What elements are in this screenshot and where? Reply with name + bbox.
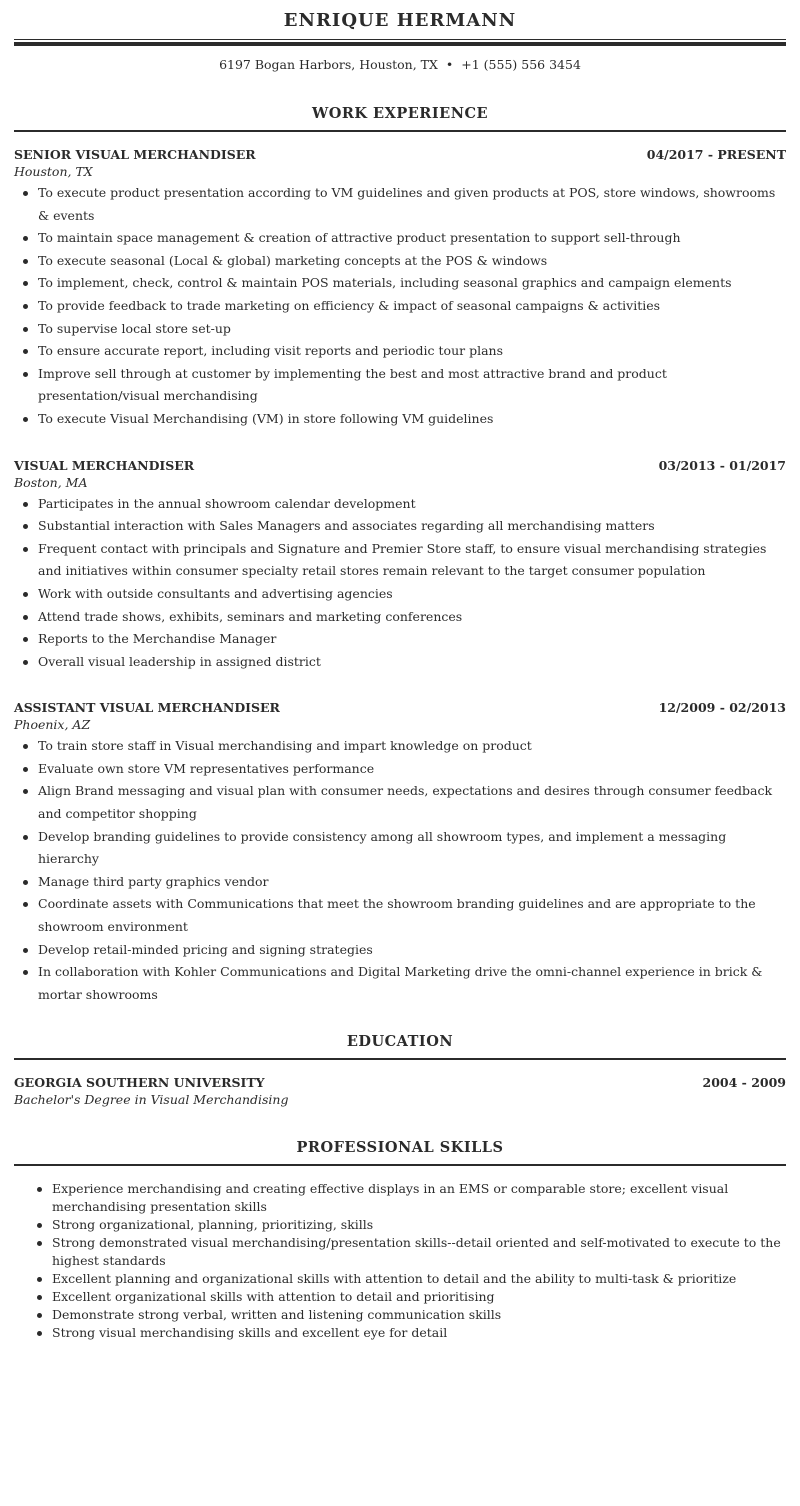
list-item: Coordinate assets with Communications that meet the showroom branding guidelines and are appropriate to the showroom environment: [14, 893, 786, 938]
section-divider: [14, 1164, 786, 1166]
list-item: To train store staff in Visual merchandising and impart knowledge on product: [14, 735, 786, 758]
duty-list: [14, 735, 786, 1006]
list-item: Manage third party graphics vendor: [14, 871, 786, 894]
list-item: Frequent contact with principals and Signature and Premier Store staff, to ensure visual merchandising strategies and initiatives within consumer specialty retail stores remain relevant to the target consumer population: [14, 538, 786, 583]
list-item: Overall visual leadership in assigned district: [14, 651, 786, 674]
list-item: Strong organizational, planning, prioritizing, skills: [14, 1216, 786, 1234]
job-entry: [14, 458, 786, 674]
list-item: Excellent planning and organizational skills with attention to detail and the ability to multi-task & prioritize: [14, 1270, 786, 1288]
list-item: To maintain space management & creation of attractive product presentation to support sell-through: [14, 227, 786, 250]
phone: +1 (555) 556 3454: [461, 57, 581, 72]
job-title: VISUAL MERCHANDISER: [14, 457, 195, 473]
section-title-education: EDUCATION: [346, 1033, 454, 1051]
list-item: To ensure accurate report, including visit reports and periodic tour plans: [14, 340, 786, 363]
list-item: In collaboration with Kohler Communications and Digital Marketing drive the omni-channel experience in brick & mortar showrooms: [14, 961, 786, 1006]
list-item: To execute Visual Merchandising (VM) in store following VM guidelines: [14, 408, 786, 431]
list-item: Develop branding guidelines to provide consistency among all showroom types, and implement a messaging hierarchy: [14, 826, 786, 871]
job-dates: 03/2013 - 01/2017: [658, 457, 786, 473]
job-title: SENIOR VISUAL MERCHANDISER: [14, 147, 256, 162]
list-item: To provide feedback to trade marketing on efficiency & impact of seasonal campaigns & activities: [14, 295, 786, 318]
list-item: Participates in the annual showroom calendar development: [14, 493, 786, 516]
work-experience-section: [14, 105, 786, 1006]
section-divider: [14, 130, 786, 132]
job-location: Boston, MA: [14, 474, 88, 490]
job-dates: 04/2017 - PRESENT: [646, 147, 786, 162]
list-item: Develop retail-minded pricing and signing strategies: [14, 939, 786, 962]
education-dates: 2004 - 2009: [702, 1075, 786, 1091]
job-dates: 12/2009 - 02/2013: [658, 700, 786, 716]
list-item: To execute seasonal (Local & global) marketing concepts at the POS & windows: [14, 250, 786, 273]
list-item: Strong demonstrated visual merchandising/presentation skills--detail oriented and self-motivated to execute to the highest standards: [14, 1234, 786, 1270]
list-item: Reports to the Merchandise Manager: [14, 628, 786, 651]
school-name: GEORGIA SOUTHERN UNIVERSITY: [14, 1075, 265, 1091]
job-entry: [14, 147, 786, 431]
section-divider: [14, 1058, 786, 1060]
list-item: Evaluate own store VM representatives performance: [14, 758, 786, 781]
list-item: Demonstrate strong verbal, written and listening communication skills: [14, 1306, 786, 1324]
list-item: To implement, check, control & maintain POS materials, including seasonal graphics and campaign elements: [14, 272, 786, 295]
job-title: ASSISTANT VISUAL MERCHANDISER: [14, 700, 280, 716]
degree: Bachelor's Degree in Visual Merchandising: [14, 1092, 289, 1108]
duty-list: [14, 493, 786, 674]
skills-list: [14, 1180, 786, 1342]
job-location: Houston, TX: [14, 164, 93, 179]
duty-list: [14, 182, 786, 431]
list-item: Align Brand messaging and visual plan with consumer needs, expectations and desires through consumer feedback and competitor shopping: [14, 780, 786, 825]
list-item: Strong visual merchandising skills and excellent eye for detail: [14, 1324, 786, 1342]
job-location: Phoenix, AZ: [14, 717, 91, 733]
list-item: Excellent organizational skills with attention to detail and prioritising: [14, 1288, 786, 1306]
skills-section: [14, 1139, 786, 1342]
list-item: Improve sell through at customer by implementing the best and most attractive brand and product presentation/visual merchandising: [14, 363, 786, 408]
list-item: To supervise local store set-up: [14, 318, 786, 341]
section-title-skills: PROFESSIONAL SKILLS: [296, 1139, 504, 1157]
list-item: Experience merchandising and creating effective displays in an EMS or comparable store; excellent visual merchandising presentation skills: [14, 1180, 786, 1216]
list-item: Work with outside consultants and advertising agencies: [14, 583, 786, 606]
contact-info: [14, 57, 786, 73]
contact-separator: •: [445, 57, 454, 72]
header-divider: [14, 39, 786, 46]
list-item: To execute product presentation according to VM guidelines and given products at POS, store windows, showrooms & events: [14, 182, 786, 227]
job-entry: [14, 700, 786, 1006]
education-entry: [14, 1075, 786, 1109]
address: 6197 Bogan Harbors, Houston, TX: [219, 57, 438, 72]
list-item: Attend trade shows, exhibits, seminars and marketing conferences: [14, 606, 786, 629]
section-title-work: WORK EXPERIENCE: [311, 105, 489, 122]
list-item: Substantial interaction with Sales Managers and associates regarding all merchandising matters: [14, 515, 786, 538]
candidate-name: ENRIQUE HERMANN: [283, 10, 517, 31]
education-section: [14, 1033, 786, 1109]
